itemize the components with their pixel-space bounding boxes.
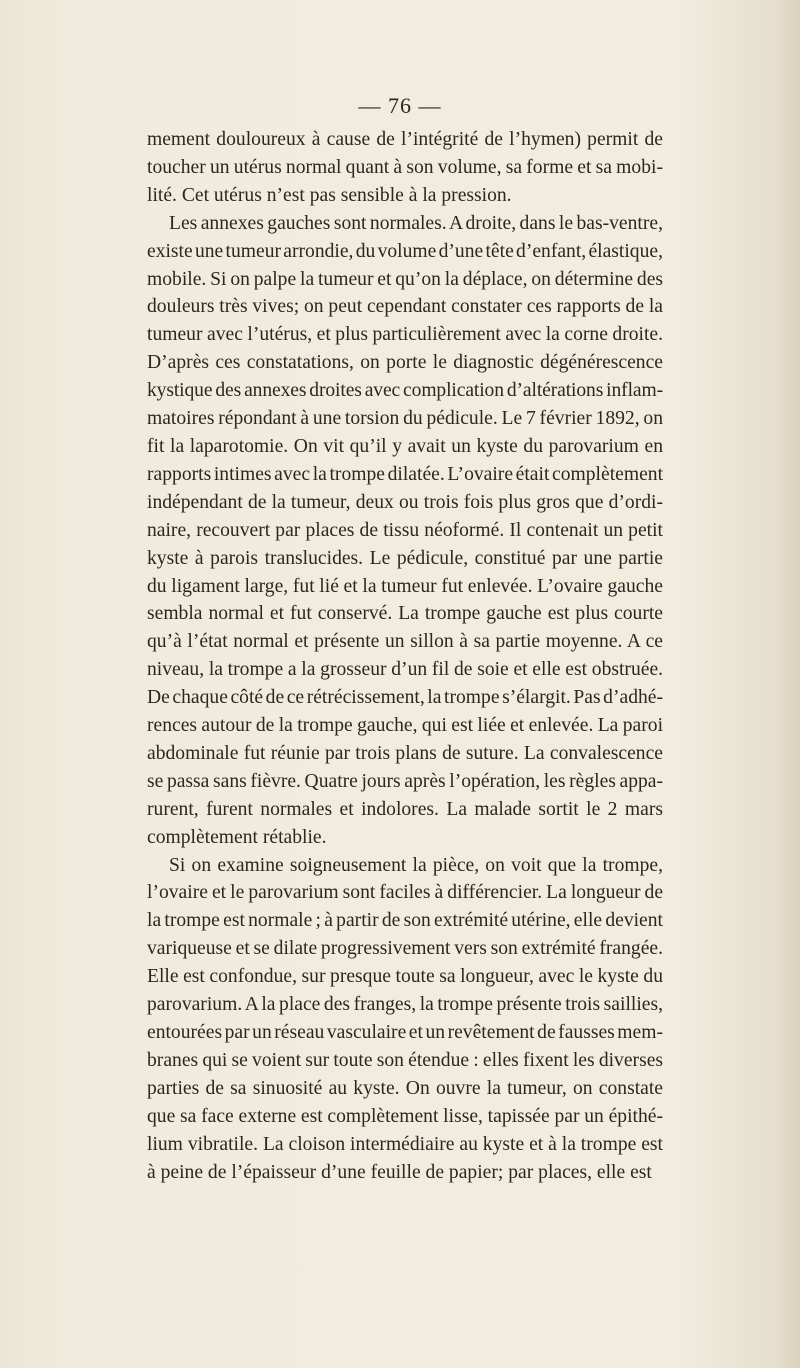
text-line: mement douloureux à cause de l’intégrité de l’hymen) permit de	[147, 129, 663, 150]
text-line: lité. Cet utérus n’est pas sensible à la pression.	[147, 184, 512, 206]
text-line: matoires répondant à une torsion du pédicule. Le 7 février 1892, on	[147, 408, 664, 430]
text-line: existe une tumeur arrondie, du volume d’une tête d’enfant, élastique,	[147, 240, 663, 262]
text-line: parovarium. A la place des franges, la trompe présente trois saillies,	[147, 994, 664, 1016]
text-line: tumeur avec l’utérus, et plus particulièrement avec la corne droite.	[147, 324, 663, 346]
text-line: fit la laparotomie. On vit qu’il y avait un kyste du parovarium en	[147, 435, 663, 457]
text-line: douleurs très vives; on peut cependant constater ces rapports de la	[147, 296, 663, 318]
text-line: à peine de l’épaisseur d’une feuille de papier; par places, elle est	[147, 1161, 652, 1183]
text-line: lium vibratile. La cloison intermédiaire au kyste et à la trompe est	[147, 1133, 663, 1155]
text-line: entourées par un réseau vasculaire et un revêtement de fausses mem-	[147, 1022, 663, 1043]
text-line: sembla normal et fut conservé. La trompe gauche est plus courte	[147, 603, 663, 625]
text-line: Les annexes gauches sont normales. A droite, dans le bas-ventre,	[169, 212, 663, 234]
text-line: la trompe est normale ; à partir de son extrémité utérine, elle devient	[147, 910, 663, 932]
text-line: rurent, furent normales et indolores. La malade sortit le 2 mars	[147, 798, 663, 820]
text-line: mobile. Si on palpe la tumeur et qu’on la déplace, on détermine des	[147, 268, 664, 290]
text-line: naire, recouvert par places de tissu néoformé. Il contenait un petit	[147, 519, 663, 541]
text-line: se passa sans fièvre. Quatre jours après l’opération, les règles appa-	[147, 770, 664, 792]
text-line: rences autour de la trompe gauche, qui est liée et enlevée. La paroi	[147, 715, 664, 737]
text-line: du ligament large, fut lié et la tumeur fut enlevée. L’ovaire gauche	[147, 575, 663, 597]
body-text	[147, 126, 663, 1186]
text-line: D’après ces constatations, on porte le diagnostic dégénérescence	[147, 352, 663, 374]
text-line: abdominale fut réunie par trois plans de suture. La convalescence	[147, 742, 663, 764]
text-line: De chaque côté de ce rétrécissement, la trompe s’élargit. Pas d’adhé-	[147, 687, 664, 709]
text-line: variqueuse et se dilate progressivement vers son extrémité frangée.	[147, 938, 663, 960]
text-line: qu’à l’état normal et présente un sillon à sa partie moyenne. A ce	[147, 631, 663, 653]
text-line: que sa face externe est complètement lisse, tapissée par un épithé-	[147, 1105, 663, 1127]
text-line: branes qui se voient sur toute son étendue : elles fixent les diverses	[147, 1049, 664, 1071]
text-line: Si on examine soigneusement la pièce, on voit que la trompe,	[169, 854, 663, 876]
paragraph	[147, 126, 663, 210]
text-line: rapports intimes avec la trompe dilatée. L’ovaire était complètement	[147, 463, 664, 485]
paragraph	[147, 210, 663, 852]
paragraph	[147, 852, 663, 1187]
text-line: indépendant de la tumeur, deux ou trois fois plus gros que d’ordi-	[147, 491, 663, 513]
page-number: — 76 —	[358, 93, 442, 118]
text-line: complètement rétablie.	[147, 826, 327, 848]
text-line: niveau, la trompe a la grosseur d’un fil de soie et elle est obstruée.	[147, 659, 664, 681]
text-line: kyste à parois translucides. Le pédicule, constitué par une partie	[147, 547, 663, 569]
text-line: parties de sa sinuosité au kyste. On ouvre la tumeur, on constate	[147, 1077, 663, 1099]
text-line: l’ovaire et le parovarium sont faciles à différencier. La longueur de	[147, 882, 664, 904]
text-line: Elle est confondue, sur presque toute sa longueur, avec le kyste du	[147, 966, 663, 988]
text-line: toucher un utérus normal quant à son volume, sa forme et sa mobi-	[147, 156, 663, 178]
text-line: kystique des annexes droites avec complication d’altérations inflam-	[147, 380, 663, 402]
